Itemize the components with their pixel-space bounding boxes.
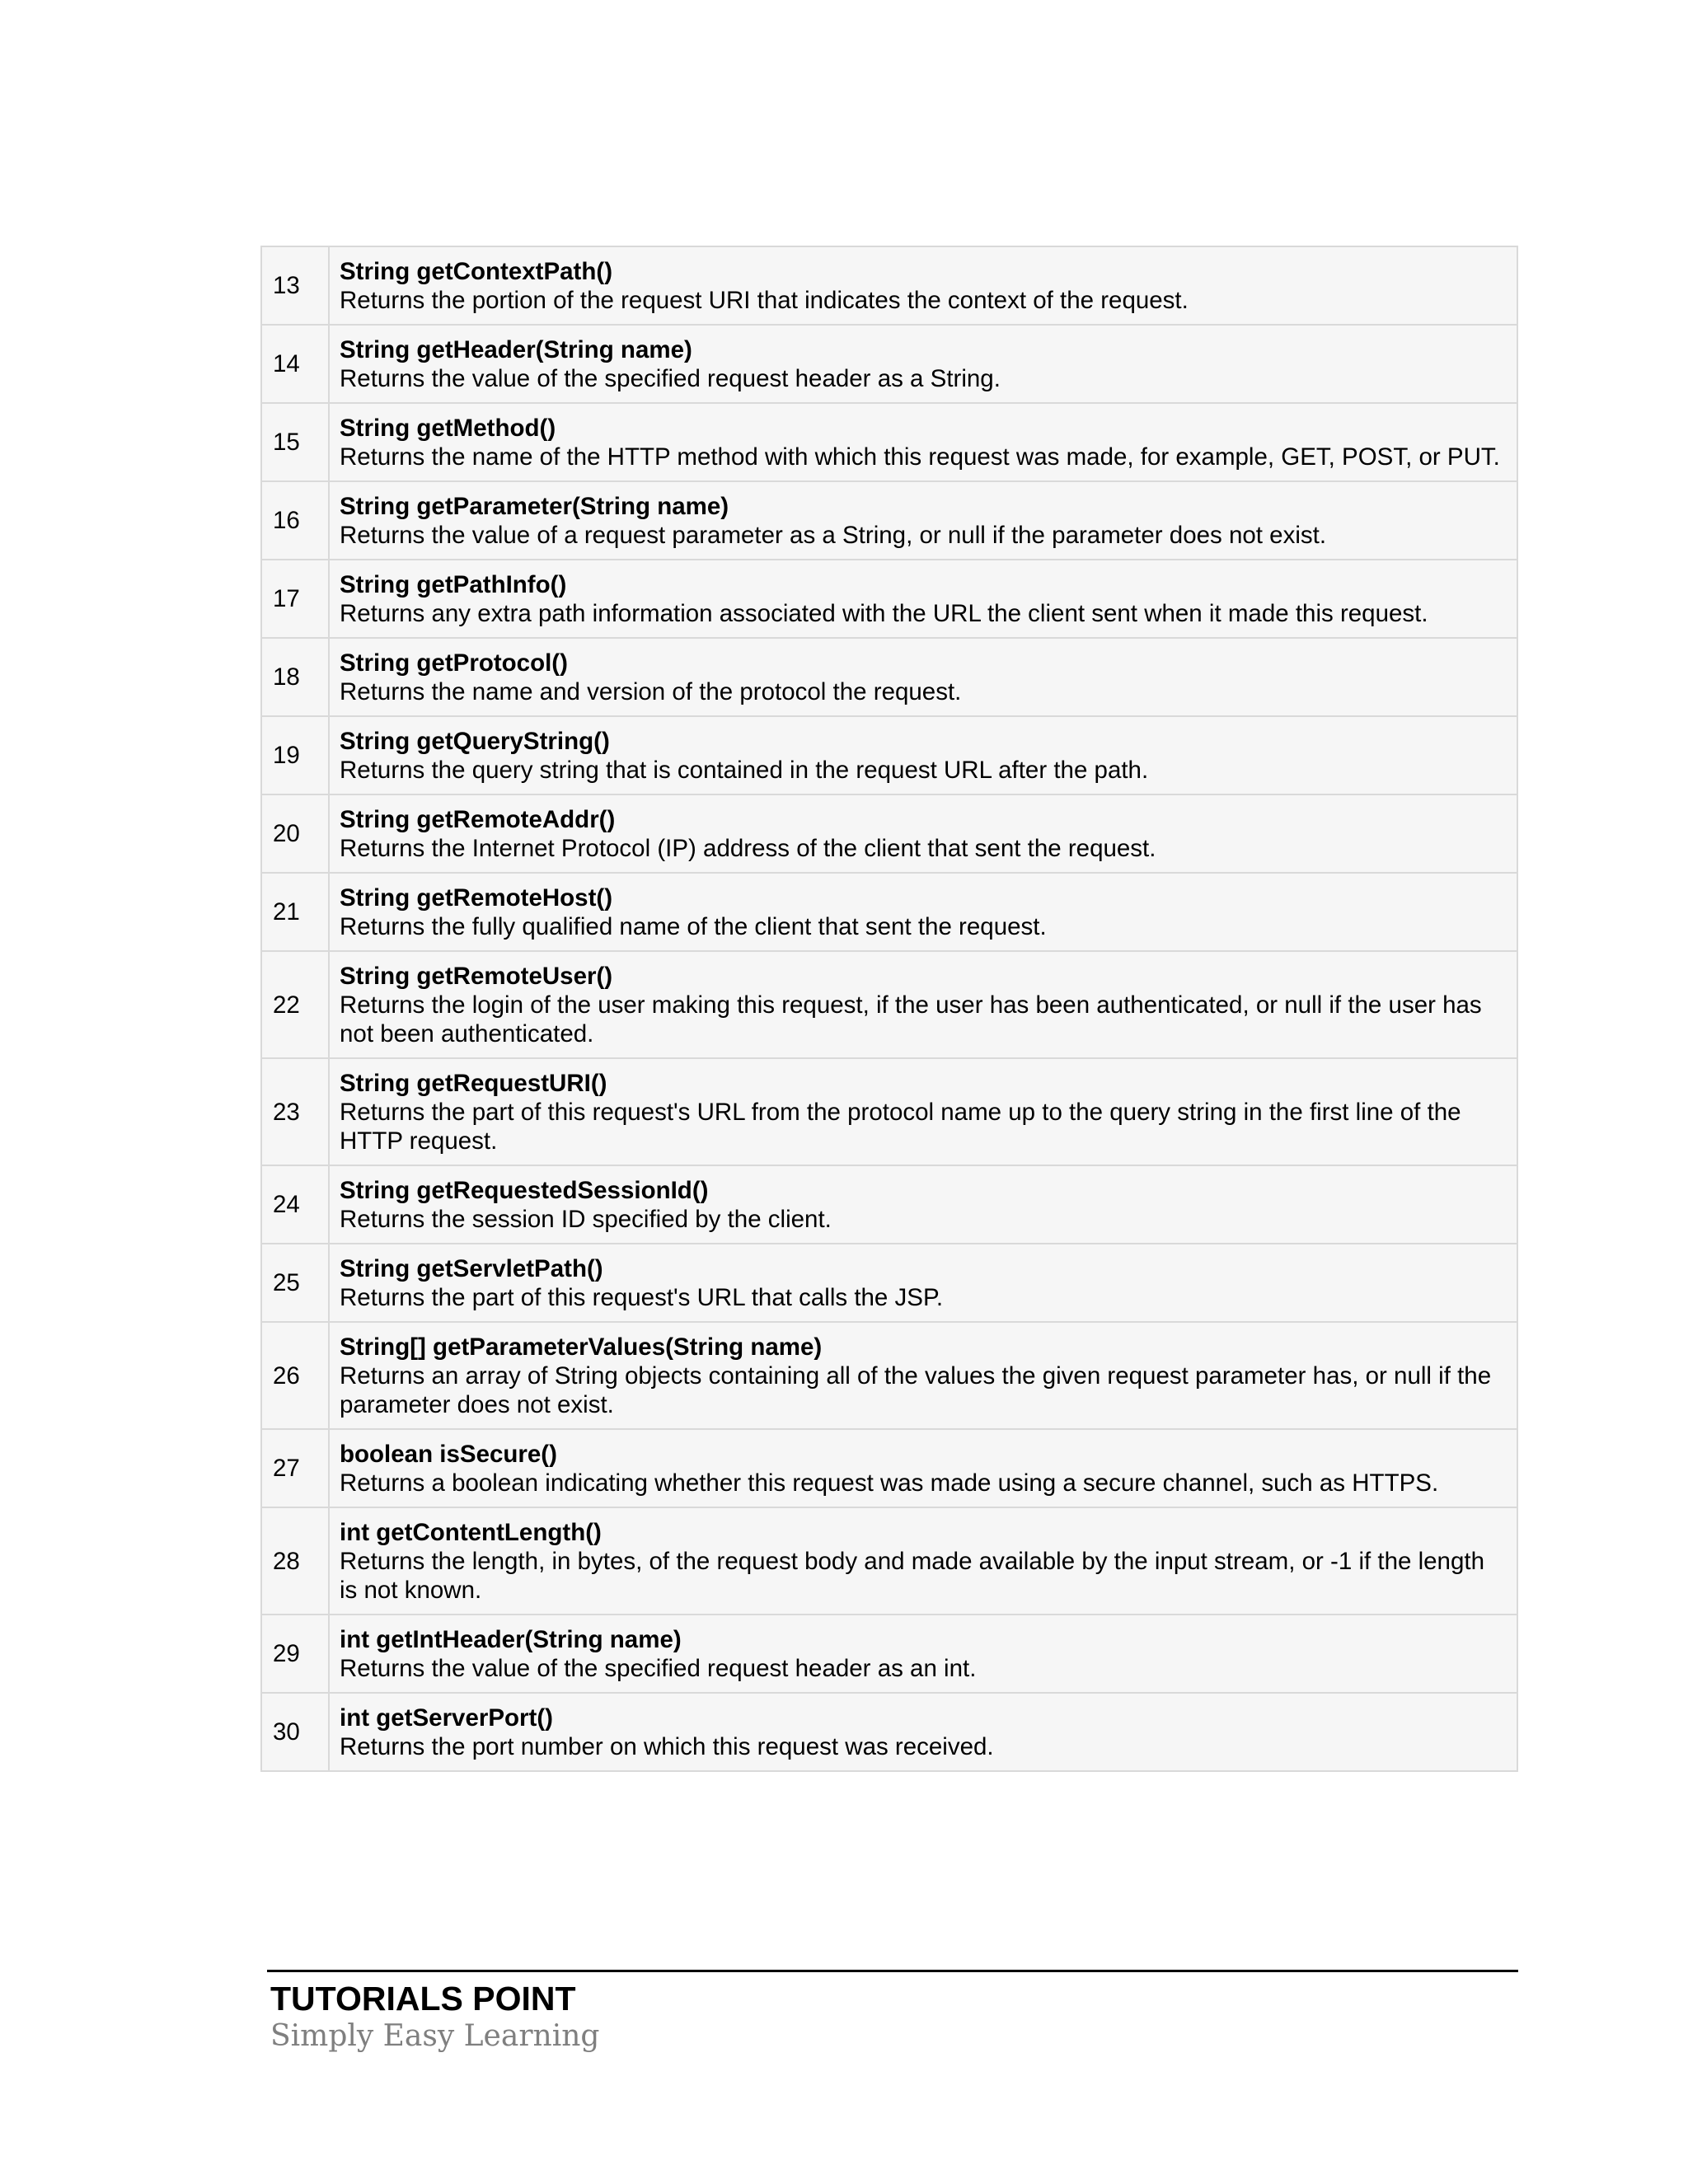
table-row [261, 1507, 1517, 1615]
method-description: Returns an array of String objects containing all of the values the given request parameter has, or null if the parameter does not exist. [340, 1362, 1492, 1418]
row-number: 19 [261, 716, 329, 794]
method-cell [329, 873, 1517, 951]
row-number: 16 [261, 481, 329, 560]
method-cell [329, 1165, 1517, 1244]
table-row [261, 1429, 1517, 1507]
table-row [261, 1322, 1517, 1429]
method-cell [329, 403, 1517, 481]
method-description: Returns the session ID specified by the client. [340, 1206, 832, 1233]
method-cell [329, 1615, 1517, 1693]
table-row [261, 1244, 1517, 1322]
method-signature: int getServerPort() [340, 1704, 553, 1732]
method-cell [329, 246, 1517, 325]
method-description: Returns a boolean indicating whether this request was made using a secure channel, such as HTTPS. [340, 1469, 1439, 1497]
table-row [261, 1693, 1517, 1771]
row-number: 26 [261, 1322, 329, 1429]
table-row [261, 873, 1517, 951]
method-cell [329, 638, 1517, 716]
methods-table-body [261, 246, 1517, 1771]
method-signature: String getRemoteAddr() [340, 806, 616, 833]
method-signature: String getQueryString() [340, 728, 610, 755]
method-cell [329, 1322, 1517, 1429]
footer-tagline: Simply Easy Learning [270, 2019, 600, 2053]
method-cell [329, 1507, 1517, 1615]
row-number: 18 [261, 638, 329, 716]
method-cell [329, 951, 1517, 1058]
row-number: 15 [261, 403, 329, 481]
method-description: Returns the port number on which this request was received. [340, 1733, 994, 1760]
method-signature: String getServletPath() [340, 1255, 603, 1282]
method-description: Returns any extra path information associated with the URL the client sent when it made this request. [340, 600, 1428, 627]
row-number: 23 [261, 1058, 329, 1165]
method-description: Returns the part of this request's URL from the protocol name up to the query string in the first line of the HTTP request. [340, 1099, 1461, 1155]
row-number: 22 [261, 951, 329, 1058]
table-row [261, 716, 1517, 794]
method-cell [329, 1693, 1517, 1771]
row-number: 30 [261, 1693, 329, 1771]
table-row [261, 1615, 1517, 1693]
method-description: Returns the login of the user making this request, if the user has been authenticated, or null if the user has not been authenticated. [340, 991, 1482, 1047]
method-cell [329, 325, 1517, 403]
method-signature: String getParameter(String name) [340, 493, 729, 520]
table-row [261, 638, 1517, 716]
method-signature: int getContentLength() [340, 1519, 602, 1546]
method-cell [329, 1244, 1517, 1322]
method-signature: boolean isSecure() [340, 1441, 557, 1468]
row-number: 25 [261, 1244, 329, 1322]
method-signature: String[] getParameterValues(String name) [340, 1333, 823, 1361]
row-number: 28 [261, 1507, 329, 1615]
method-signature: String getRequestURI() [340, 1070, 607, 1097]
table-row [261, 1165, 1517, 1244]
table-row [261, 403, 1517, 481]
method-signature: String getProtocol() [340, 649, 568, 677]
row-number: 20 [261, 794, 329, 873]
method-description: Returns the part of this request's URL that calls the JSP. [340, 1284, 944, 1311]
method-signature: String getMethod() [340, 415, 556, 442]
method-signature: String getContextPath() [340, 258, 613, 285]
method-description: Returns the name and version of the protocol the request. [340, 678, 962, 705]
row-number: 24 [261, 1165, 329, 1244]
row-number: 21 [261, 873, 329, 951]
table-row [261, 794, 1517, 873]
row-number: 27 [261, 1429, 329, 1507]
method-description: Returns the name of the HTTP method with which this request was made, for example, GET, POST, or PUT. [340, 443, 1500, 471]
table-row [261, 325, 1517, 403]
method-cell [329, 1058, 1517, 1165]
method-signature: int getIntHeader(String name) [340, 1626, 682, 1653]
table-row [261, 951, 1517, 1058]
method-description: Returns the Internet Protocol (IP) address of the client that sent the request. [340, 835, 1156, 862]
method-description: Returns the value of the specified request header as an int. [340, 1655, 977, 1682]
method-cell [329, 560, 1517, 638]
table-row [261, 246, 1517, 325]
method-signature: String getRemoteUser() [340, 963, 613, 990]
method-cell [329, 481, 1517, 560]
row-number: 13 [261, 246, 329, 325]
method-signature: String getRequestedSessionId() [340, 1177, 709, 1204]
row-number: 29 [261, 1615, 329, 1693]
method-description: Returns the value of the specified request header as a String. [340, 365, 1001, 392]
table-row [261, 560, 1517, 638]
method-description: Returns the length, in bytes, of the request body and made available by the input stream, or -1 if the length is not known. [340, 1548, 1484, 1604]
method-cell [329, 794, 1517, 873]
row-number: 14 [261, 325, 329, 403]
table-row [261, 1058, 1517, 1165]
methods-table [260, 246, 1518, 1772]
method-description: Returns the value of a request parameter as a String, or null if the parameter does not exist. [340, 522, 1327, 549]
footer-brand: TUTORIALS POINT [270, 1980, 576, 2018]
method-description: Returns the query string that is contained in the request URL after the path. [340, 757, 1149, 784]
table-row [261, 481, 1517, 560]
method-description: Returns the portion of the request URI that indicates the context of the request. [340, 287, 1189, 314]
method-cell [329, 1429, 1517, 1507]
method-cell [329, 716, 1517, 794]
method-signature: String getPathInfo() [340, 571, 567, 598]
method-signature: String getRemoteHost() [340, 884, 613, 912]
row-number: 17 [261, 560, 329, 638]
method-description: Returns the fully qualified name of the client that sent the request. [340, 913, 1047, 940]
footer-divider [267, 1970, 1518, 1972]
method-signature: String getHeader(String name) [340, 336, 692, 363]
